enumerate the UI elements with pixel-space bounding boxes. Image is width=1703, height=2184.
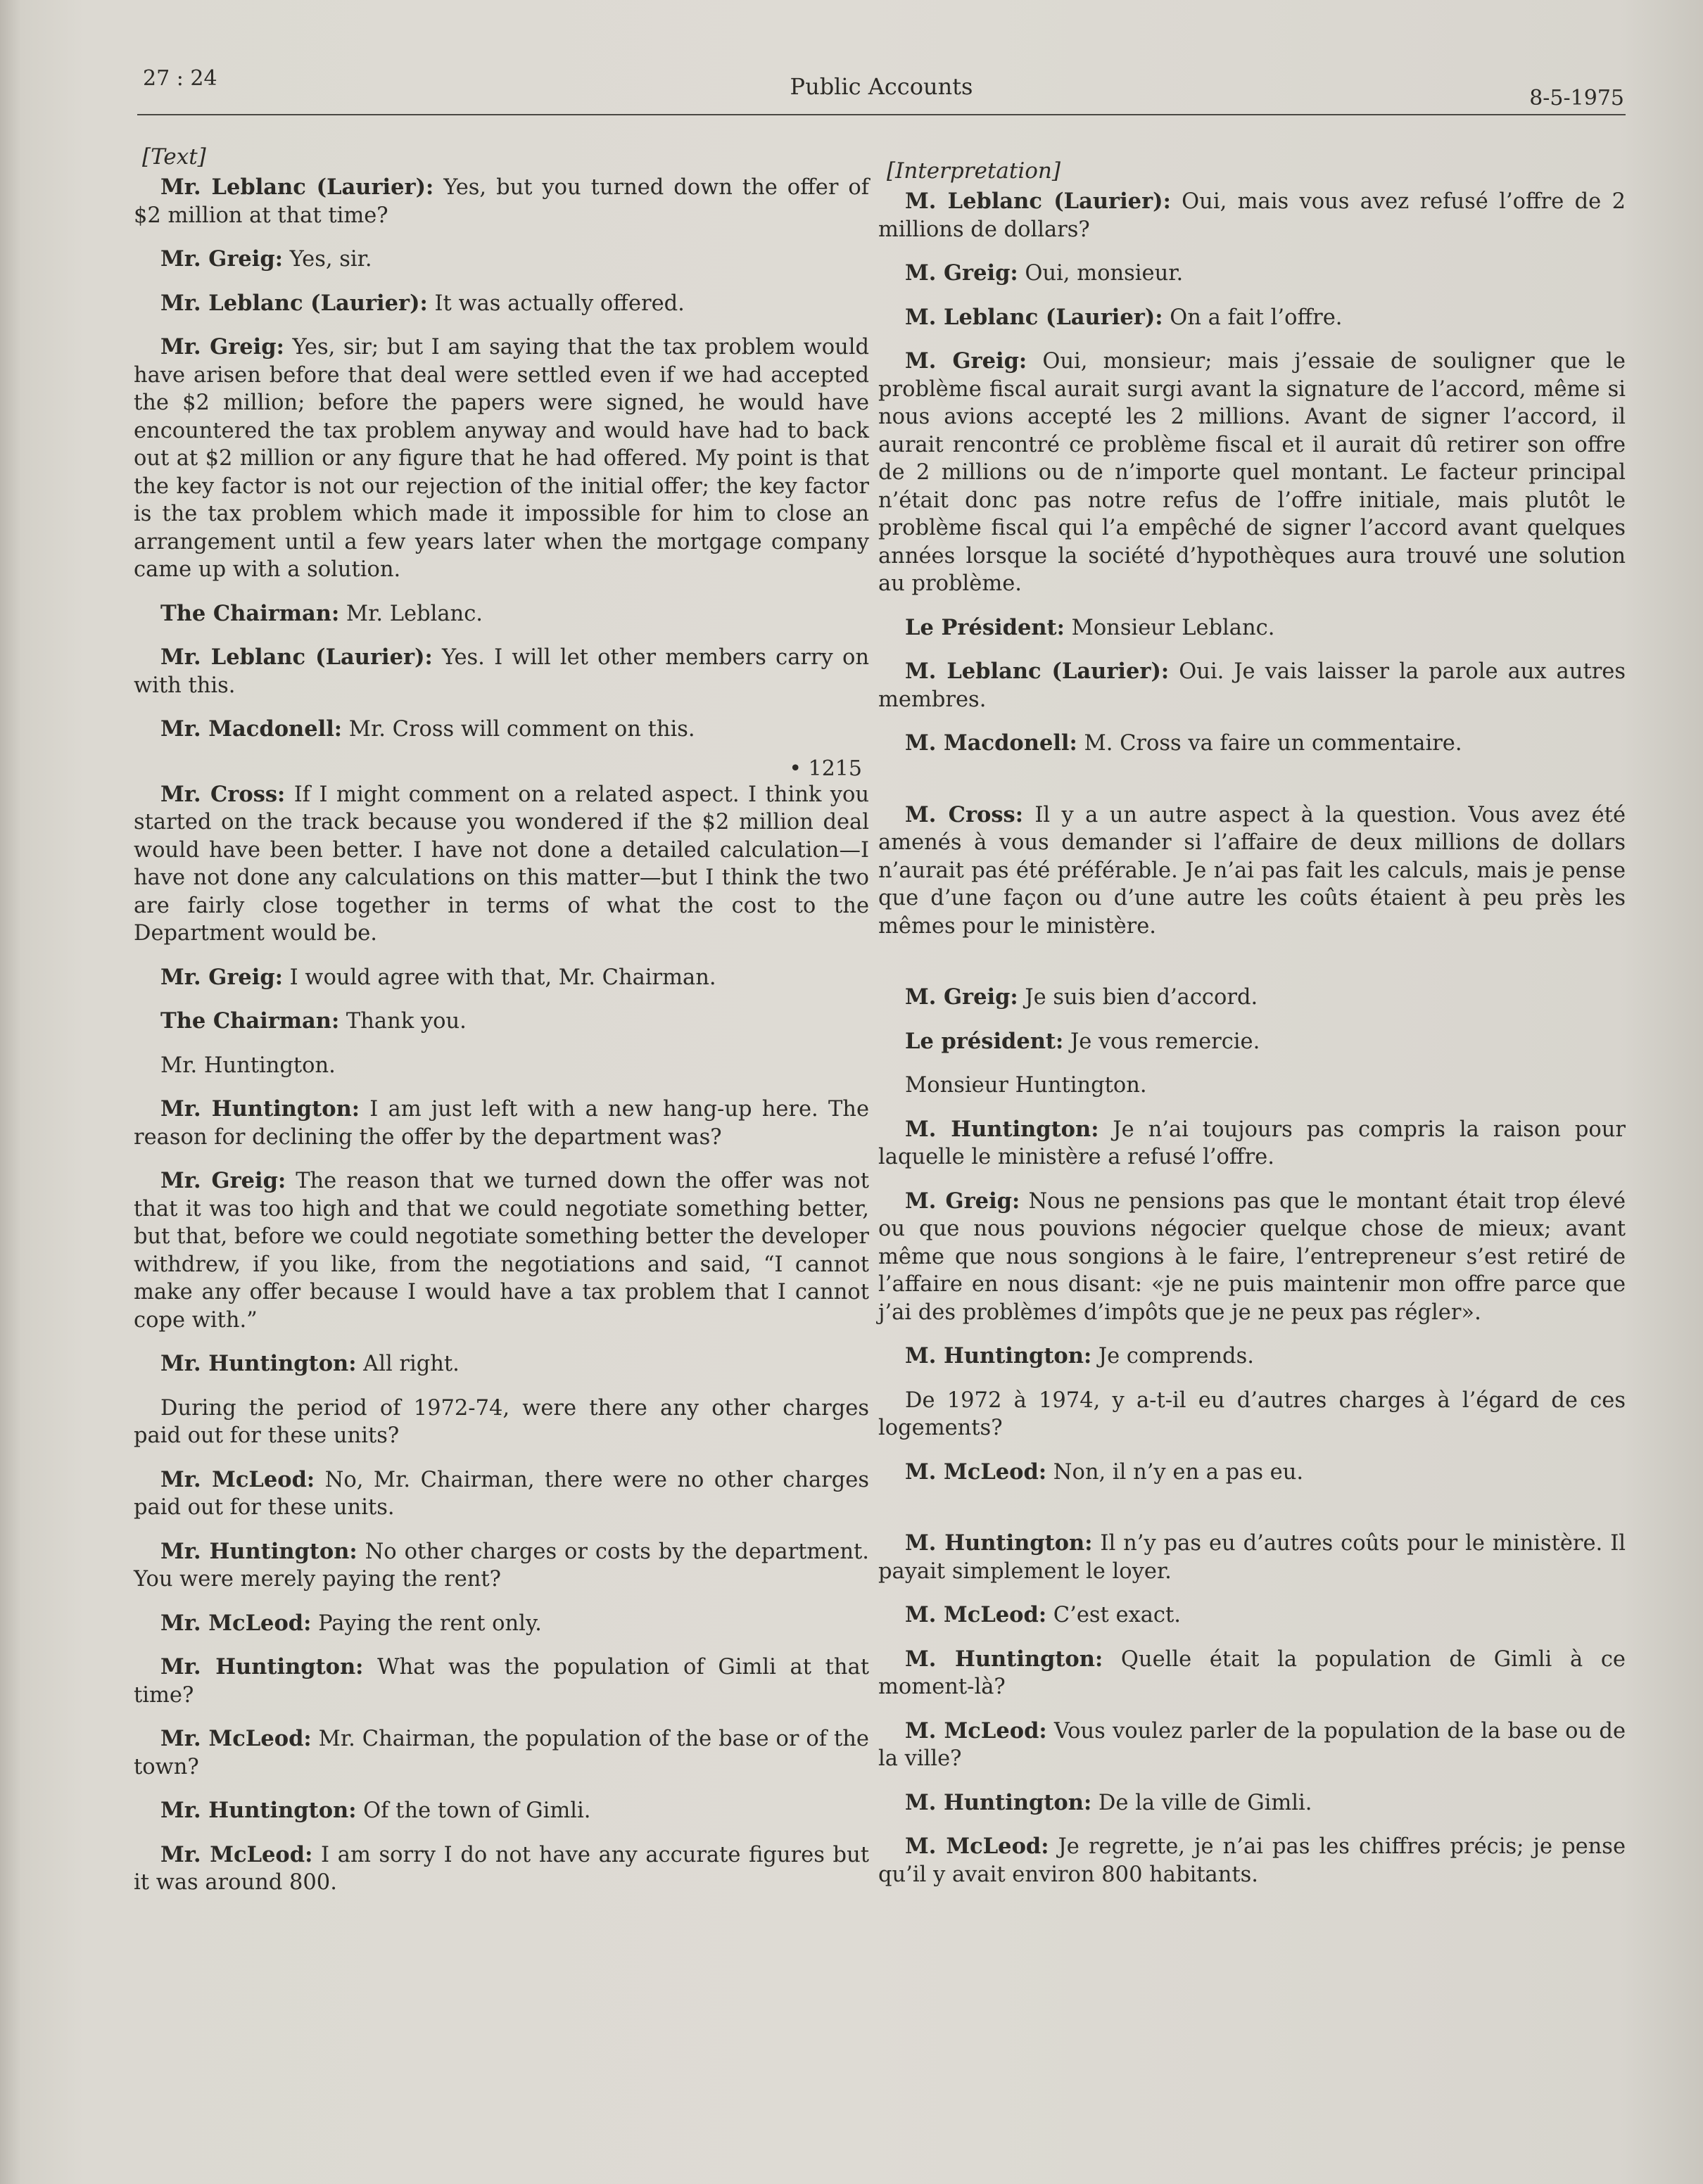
transcript-paragraph [134, 246, 869, 274]
transcript-paragraph [878, 1601, 1626, 1630]
transcript-paragraph [134, 1538, 869, 1594]
speech-text: Oui, monsieur. [1018, 261, 1184, 286]
speaker-name: Mr. Huntington: [160, 1096, 360, 1122]
transcript-paragraph [134, 716, 869, 744]
transcript-paragraph [134, 1167, 869, 1334]
speaker-name: M. Leblanc (Laurier): [905, 189, 1171, 214]
speaker-name: Mr. Huntington: [160, 1798, 357, 1823]
speech-text: During the period of 1972-74, were there any other charges paid out for these units? [134, 1395, 869, 1448]
transcript-paragraph [134, 1350, 869, 1378]
transcript-paragraph [878, 348, 1626, 598]
speech-text: Mr. Chairman, the population of the base or of the town? [134, 1727, 869, 1779]
speech-text: On a fait l’offre. [1163, 305, 1343, 330]
transcript-paragraph [878, 1342, 1626, 1371]
speech-text: Il y a un autre aspect à la question. Vous avez été amenés à vous demander si l’affaire de deux millions de dollars n’aurait pas été préférable. Je n’ai pas fait les calculs, mais je pense que d’une façon ou d’une autre les coûts étaient à peu près les mêmes pour le ministère. [878, 802, 1626, 939]
speech-text: No, Mr. Chairman, there were no other charges paid out for these units. [134, 1467, 869, 1520]
transcript-paragraph [134, 600, 869, 628]
transcript-paragraph [134, 290, 869, 318]
speech-text: Oui. Je vais laisser la parole aux autres membres. [878, 659, 1626, 712]
speech-text: Monsieur Leblanc. [1064, 615, 1275, 640]
time-stamp: • 1215 [789, 756, 862, 781]
speech-text: What was the population of Gimli at that time? [134, 1655, 869, 1708]
speech-text: The reason that we turned down the offer was not that it was too high and that we could negotiate something better, but that, before we could negotiate something better the developer withdrew, if you like, from the negotiations and said, “I cannot make any offer because I would have a tax problem that I cannot cope with.” [134, 1169, 869, 1333]
speaker-name: M. Leblanc (Laurier): [905, 304, 1163, 330]
transcript-paragraph [878, 1072, 1626, 1100]
transcript-paragraph [134, 1052, 869, 1080]
speaker-name: Le président: [905, 1028, 1064, 1054]
speech-text: De la ville de Gimli. [1091, 1790, 1312, 1815]
speech-text: All right. [356, 1352, 460, 1376]
speech-text: It was actually offered. [427, 291, 685, 316]
speaker-name: M. McLeod: [905, 1459, 1047, 1485]
page-number: 27 : 24 [143, 66, 217, 91]
speech-text: If I might comment on a related aspect. I think you started on the track because you wondered if the $2 million deal would have been better. I have not done a detailed calculation—I have not done any calculations on this matter—but I think the two are fairly close together in terms of what the cost to the Department would be. [134, 782, 869, 946]
speaker-name: The Chairman: [160, 600, 340, 626]
speaker-name: M. Huntington: [905, 1116, 1099, 1142]
speaker-name: M. Huntington: [905, 1343, 1092, 1369]
transcript-paragraph [134, 1725, 869, 1781]
speaker-name: M. Cross: [905, 801, 1023, 827]
speaker-name: M. McLeod: [905, 1834, 1049, 1859]
speech-text: M. Cross va faire un commentaire. [1077, 731, 1462, 756]
speaker-name: Mr. McLeod: [160, 1726, 312, 1751]
speech-text: Nous ne pensions pas que le montant était trop élevé ou que nous pouvions négocier quelque chose de mieux; avant même que nous songions à le faire, l’entrepreneur s’est retiré de l’affaire en nous disant: «je ne puis maintenir mon offre parce que j’ai des problèmes d’impôts que je ne peux pas régler». [878, 1188, 1626, 1325]
speech-text: Mr. Cross will comment on this. [342, 717, 695, 742]
transcript-paragraph [878, 614, 1626, 642]
speech-text: Je n’ai toujours pas compris la raison pour laquelle le ministère a refusé l’offre. [878, 1117, 1626, 1169]
transcript-paragraph [878, 984, 1626, 1012]
speech-text: No other charges or costs by the department. You were merely paying the rent? [134, 1539, 869, 1592]
speaker-name: Mr. Greig: [160, 964, 283, 990]
speaker-name: Le Président: [905, 614, 1065, 640]
speech-text: Je regrette, je n’ai pas les chiffres précis; je pense qu’il y avait environ 800 habitants. [878, 1834, 1626, 1887]
transcript-paragraph [134, 1610, 869, 1638]
speaker-name: Mr. Leblanc (Laurier): [160, 645, 433, 670]
speech-text: Yes. I will let other members carry on with this. [134, 645, 869, 698]
speaker-name: Mr. Huntington: [160, 1351, 357, 1376]
transcript-paragraph [878, 1188, 1626, 1327]
transcript-paragraph [134, 781, 869, 948]
speech-text: Il n’y pas eu d’autres coûts pour le ministère. Il payait simplement le loyer. [878, 1531, 1626, 1584]
speech-text: Yes, sir; but I am saying that the tax problem would have arisen before that deal were settled even if we had accepted the $2 million; before the papers were signed, he would have encountered the tax problem anyway and would have had to back out at $2 million or any figure that he had offered. My point is that the key factor is not our rejection of the initial offer; the key factor is the tax problem which made it impossible for him to close an arrangement until a few years later when the mortgage company came up with a solution. [134, 335, 869, 582]
speaker-name: M. Huntington: [905, 1789, 1092, 1815]
speech-text: Je comprends. [1091, 1344, 1254, 1369]
speech-text: Yes, sir. [282, 247, 372, 272]
speaker-name: M. Greig: [905, 984, 1018, 1010]
speech-text: C’est exact. [1046, 1603, 1181, 1627]
transcript-paragraph [878, 188, 1626, 243]
transcript-paragraph [878, 260, 1626, 288]
speaker-name: The Chairman: [160, 1008, 340, 1034]
speaker-name: Mr. Huntington: [160, 1654, 364, 1680]
transcript-paragraph [878, 1718, 1626, 1773]
transcript-paragraph [878, 1530, 1626, 1585]
speaker-name: Mr. Leblanc (Laurier): [160, 290, 428, 316]
transcript-paragraph [878, 801, 1626, 941]
speech-text: Je vous remercie. [1063, 1029, 1260, 1054]
speaker-name: Mr. Cross: [160, 781, 286, 807]
transcript-paragraph [134, 1466, 869, 1522]
speaker-name: Mr. Greig: [160, 334, 284, 360]
transcript-paragraph [878, 1459, 1626, 1487]
page-header [137, 63, 1626, 115]
speaker-name: Mr. Greig: [160, 1168, 286, 1193]
speaker-name: Mr. Leblanc (Laurier): [160, 174, 434, 200]
speech-text: Mr. Leblanc. [339, 601, 483, 626]
speaker-name: M. Huntington: [905, 1530, 1093, 1556]
speaker-name: Mr. Greig: [160, 246, 283, 272]
speaker-name: Mr. Huntington: [160, 1538, 357, 1564]
transcript-paragraph [878, 304, 1626, 332]
transcript-paragraph [878, 1387, 1626, 1442]
speech-text: Yes, but you turned down the offer of $2 million at that time? [134, 175, 869, 228]
speaker-name: M. Macdonell: [905, 730, 1077, 756]
speech-text: Quelle était la population de Gimli à ce moment-là? [878, 1646, 1626, 1699]
transcript-paragraph [878, 1646, 1626, 1701]
speaker-name: M. Greig: [905, 1188, 1020, 1214]
transcript-paragraph [134, 1797, 869, 1825]
speaker-name: M. McLeod: [905, 1602, 1047, 1627]
speech-text: Paying the rent only. [311, 1611, 542, 1636]
english-column [134, 144, 869, 1897]
transcript-paragraph [134, 1841, 869, 1897]
transcript-paragraph [134, 334, 869, 584]
speech-text: I am sorry I do not have any accurate figures but it was around 800. [134, 1842, 869, 1895]
speaker-name: Mr. McLeod: [160, 1466, 315, 1492]
transcript-paragraph [878, 658, 1626, 713]
speech-text: De 1972 à 1974, y a-t-il eu d’autres charges à l’égard de ces logements? [878, 1388, 1626, 1440]
transcript-paragraph [134, 1008, 869, 1036]
speech-text: Non, il n’y en a pas eu. [1046, 1459, 1304, 1485]
section-label-text: [Text] [142, 144, 206, 170]
speaker-name: Mr. McLeod: [160, 1841, 313, 1867]
transcript-paragraph [878, 1028, 1626, 1056]
french-column [878, 158, 1626, 1888]
speaker-name: Mr. McLeod: [160, 1610, 312, 1636]
speech-text: Vous voulez parler de la population de la base ou de la ville? [878, 1718, 1626, 1771]
speech-text: Oui, mais vous avez refusé l’offre de 2 millions de dollars? [878, 189, 1626, 242]
publication-title: Public Accounts [790, 73, 973, 100]
speaker-name: M. Greig: [905, 348, 1027, 374]
speech-text: I am just left with a new hang-up here. The reason for declining the offer by the department was? [134, 1097, 870, 1150]
speech-text: Oui, monsieur; mais j’essaie de souligner que le problème fiscal aurait surgi avant la signature de l’accord, même si nous avions accepté les 2 millions. Avant de signer l’accord, il aurait rencontré ce problème fiscal et il aurait dû retirer son offre de 2 millions ou de n’importe quel montant. Le facteur principal n’était donc pas notre refus de l’offre initiale, mais plutôt le problème fiscal qui l’a empêché de signer l’accord avant quelques années lorsque la société d’hypothèques aura trouvé une solution au problème. [878, 349, 1626, 596]
transcript-paragraph [134, 174, 869, 229]
page-date: 8-5-1975 [1529, 86, 1624, 110]
transcript-paragraph [134, 1395, 869, 1450]
transcript-paragraph [134, 964, 869, 992]
speech-text: Thank you. [339, 1009, 467, 1034]
speaker-name: M. McLeod: [905, 1718, 1047, 1744]
speaker-name: Mr. Macdonell: [160, 716, 343, 742]
section-label-interpretation: [Interpretation] [887, 158, 1061, 184]
speech-text: Monsieur Huntington. [905, 1073, 1147, 1098]
transcript-paragraph [878, 730, 1626, 758]
transcript-paragraph [134, 1653, 869, 1709]
transcript-paragraph [878, 1833, 1626, 1888]
transcript-paragraph [134, 644, 869, 699]
transcript-paragraph [134, 1096, 869, 1151]
transcript-paragraph [878, 1116, 1626, 1172]
speaker-name: M. Greig: [905, 260, 1018, 286]
speaker-name: M. Huntington: [905, 1646, 1103, 1672]
speech-text: Je suis bien d’accord. [1018, 985, 1258, 1010]
transcript-paragraph [878, 1789, 1626, 1817]
speech-text: I would agree with that, Mr. Chairman. [282, 965, 716, 990]
speaker-name: M. Leblanc (Laurier): [905, 659, 1170, 684]
speech-text: Mr. Huntington. [160, 1053, 336, 1078]
speech-text: Of the town of Gimli. [356, 1798, 591, 1823]
